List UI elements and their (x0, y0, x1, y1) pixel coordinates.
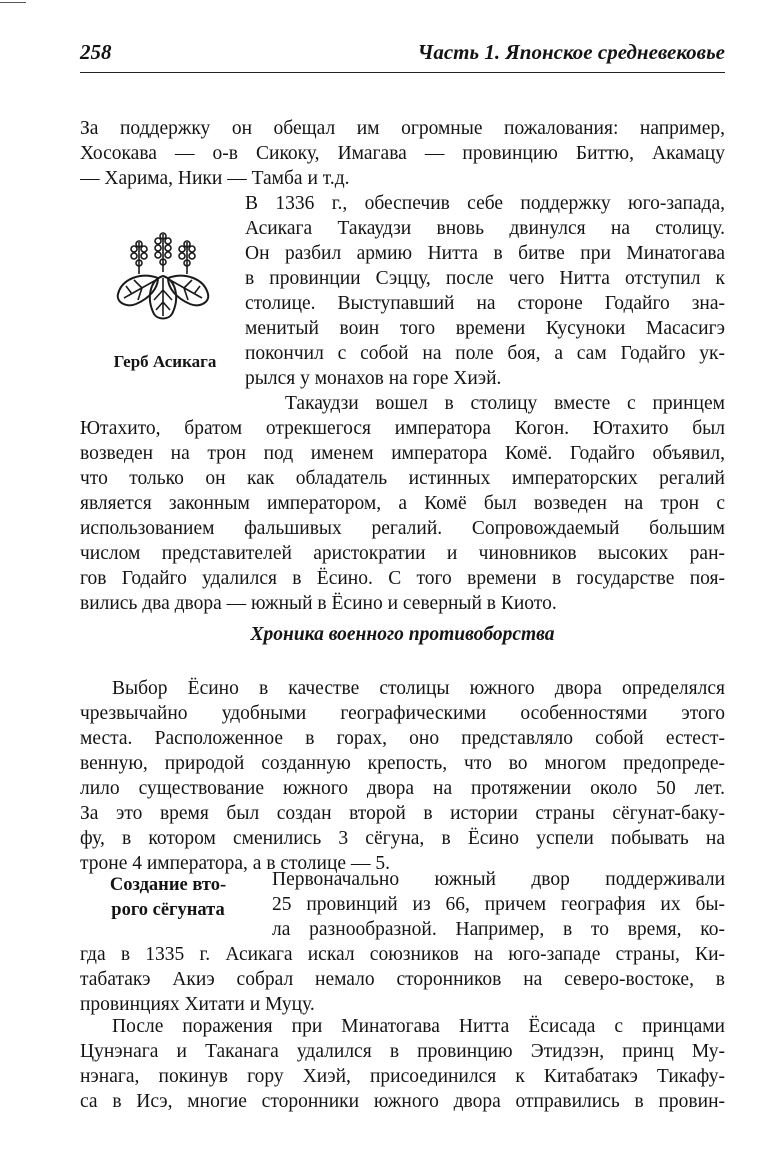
paragraph-4 (80, 676, 725, 876)
header-rule (80, 72, 725, 73)
text-line: Он разбил армию Нитта в битве при Минатогава (245, 243, 725, 264)
text-line: Выбор Ёсино в качестве столицы южного двора определялся (112, 678, 725, 699)
paulownia-crest-icon (112, 228, 214, 324)
text-line: в провинции Сэццу, после чего Нитта отступил к (245, 268, 725, 289)
text-line: Цунэнага и Таканага удалился в провинцию Этидзэн, принц Му- (80, 1041, 725, 1062)
text-line: табатакэ Акиэ собрал немало сторонников на северо-востоке, в (80, 969, 725, 990)
text-line: 25 провинций из 66, причем география их бы- (272, 894, 725, 915)
text-line: Такаудзи вошел в столицу вместе с принцем (285, 393, 725, 414)
text-line: возведен на трон под именем императора Комё. Годайго объявил, (80, 443, 725, 464)
side-heading-line: Создание вто- (109, 875, 227, 895)
text-line: В 1336 г., обеспечив себе поддержку юго-запада, (245, 193, 725, 214)
paragraph-6 (80, 1014, 725, 1114)
text-line: лило существование южного двора на протяжении около 50 лет. (80, 778, 725, 799)
running-title: Часть 1. Японское средневековье (417, 40, 725, 64)
text-line: После поражения при Минатогава Нитта Ёсисада с принцами (112, 1016, 725, 1037)
text-line: гда в 1335 г. Асикага искал союзников на юго-западе страны, Ки- (80, 944, 725, 965)
text-line: менитый воин того времени Кусуноки Масасигэ (245, 318, 725, 339)
text-line: са в Исэ, многие сторонники южного двора отправились в провин- (80, 1091, 725, 1112)
text-line: провинциях Хитати и Муцу. (80, 994, 315, 1015)
paragraph-1 (80, 116, 725, 191)
text-line: Ютахито, братом отрекшегося императора Когон. Ютахито был (80, 418, 725, 439)
text-line: столице. Выступавший на стороне Годайго зна- (245, 293, 725, 314)
scan-corner-mark (0, 2, 26, 3)
text-line: нэнага, покинув гору Хиэй, присоединился к Китабатакэ Тикафу- (80, 1066, 725, 1087)
text-line: фу, в котором сменились 3 сёгуна, в Ёсино успели побывать на (80, 828, 725, 849)
paragraph-2 (245, 191, 725, 391)
text-line: чрезвычайно удобными географическими особенностями этого (80, 703, 725, 724)
text-line: места. Расположенное в горах, оно представляло собой естест- (80, 728, 725, 749)
paragraph-5-wrapped (272, 867, 725, 942)
paragraph-5 (80, 942, 725, 1017)
paragraph-3 (80, 391, 725, 616)
text-line: числом представителей аристократии и чиновников высоких ран- (80, 543, 725, 564)
page-number: 258 (80, 40, 112, 64)
text-line: — Харима, Ники — Тамба и т.д. (80, 168, 350, 189)
section-title: Хроника военного противоборства (250, 624, 555, 645)
text-line: покончил с собой на поле боя, а сам Годайго ук- (245, 343, 725, 364)
text-line: За поддержку он обещал им огромные пожалования: например, (80, 118, 725, 139)
text-line: гов Годайго удалился в Ёсино. С того времени в государстве поя- (80, 568, 725, 589)
text-line: За это время был создан второй в истории страны сёгунат-баку- (80, 803, 725, 824)
text-line: венную, природой созданную крепость, что во многом предопреде- (80, 753, 725, 774)
text-line: Хосокава — о-в Сикоку, Имагава — провинцию Биттю, Акамацу (80, 143, 725, 164)
text-line: вились два двора — южный в Ёсино и северный в Киото. (80, 593, 557, 614)
text-line: использованием фальшивых регалий. Сопровождаемый большим (80, 518, 725, 539)
side-heading (88, 873, 248, 923)
text-line: ла разнообразной. Например, в то время, ко- (272, 919, 725, 940)
text-line: Первоначально южный двор поддерживали (272, 869, 725, 890)
side-heading-line: рого сёгуната (111, 900, 225, 920)
text-line: Асикага Такаудзи вновь двинулся на столицу. (245, 218, 725, 239)
text-line: рылся у монахов на горе Хиэй. (245, 368, 502, 389)
text-line: что только он как обладатель истинных императорских регалий (80, 468, 725, 489)
text-line: троне 4 императора, а в столице — 5. (80, 853, 390, 874)
text-line: является законным императором, а Комё был возведен на трон с (80, 493, 725, 514)
emblem-caption: Герб Асикага (113, 352, 217, 371)
